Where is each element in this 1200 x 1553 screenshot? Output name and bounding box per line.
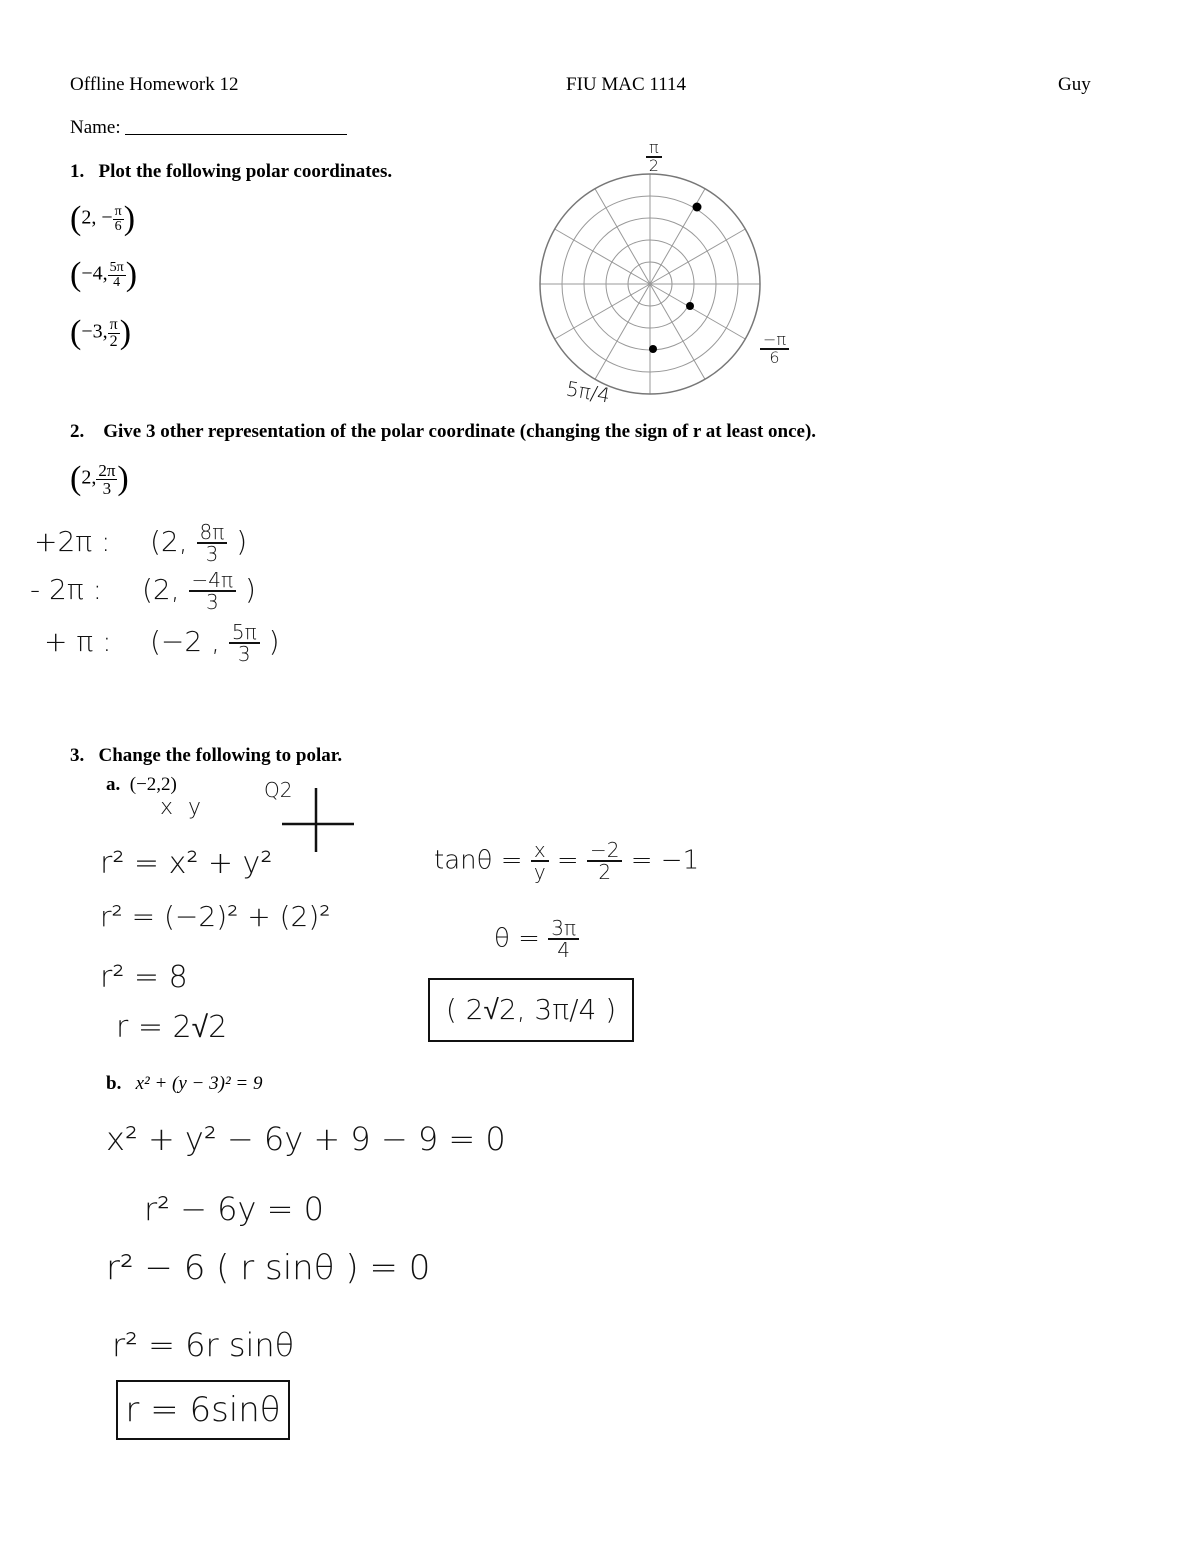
q1-number: 1. [70, 161, 85, 182]
header-left: Offline Homework 12 [70, 74, 239, 95]
q3b-step-2: r² − 6y = 0 [144, 1190, 324, 1228]
q3a-final-answer: ( 2√2, 3π/4 ) [428, 978, 634, 1042]
plot-point [649, 345, 657, 353]
grid-spoke [555, 284, 650, 339]
q2-given: (2, $\frac{2\pi}{3}$ ) [70, 460, 129, 498]
q3b-final-answer: r = 6sinθ [116, 1380, 290, 1440]
q2-answer-3: + π : (−2 , $\frac{5\pi}{3}$ ) [44, 620, 280, 666]
q3a-step-2: r² = (−2)² + (2)² [100, 900, 331, 933]
grid-spoke [650, 284, 705, 379]
q3-heading [70, 745, 342, 767]
name-label: Name: [70, 117, 121, 138]
q1-prompt: Plot the following polar coordinates. [98, 161, 393, 182]
q1-point-2: (−4, $\frac{5\pi}{4}$ ) [70, 256, 138, 293]
q2-answer-2: - 2π : (2, $\frac{-4\pi}{3}$ ) [30, 568, 256, 614]
q2-prompt: Give 3 other representation of the polar coordinate (changing the sign of r at least once). [103, 421, 817, 442]
q3b-step-4: r² = 6r sinθ [112, 1326, 295, 1364]
q1-point-1: (2, − $\frac{\pi}{6}$ ) [70, 200, 136, 237]
q2-heading [70, 421, 816, 443]
q3-number: 3. [70, 745, 85, 766]
q3b-step-1: x² + y² − 6y + 9 − 9 = 0 [106, 1120, 506, 1158]
name-field[interactable] [70, 117, 347, 139]
label-neg-pi-over-6: $\frac{-\pi}{6}$ [760, 332, 789, 366]
quadrant-sketch [280, 786, 360, 856]
q3a-step-1: r² = x² + y² [100, 846, 273, 881]
q3a-step-4: r = 2√2 [116, 1010, 228, 1045]
header-center: FIU MAC 1114 [566, 74, 686, 95]
plot-point [686, 302, 694, 310]
q3a-step-3: r² = 8 [100, 960, 188, 995]
grid-spoke [595, 284, 650, 379]
grid-spoke [555, 229, 650, 284]
q3a-xy-note: x y [160, 795, 206, 820]
header-right: Guy [1058, 74, 1091, 95]
q1-point-3: (−3, $\frac{\pi}{2}$ ) [70, 314, 132, 351]
q2-number: 2. [70, 421, 85, 442]
q3-prompt: Change the following to polar. [98, 745, 343, 766]
q3a-problem: a. (−2,2) [106, 774, 177, 795]
q3a-tan-work: tanθ = $\frac{x}{y}$ = $\frac{-2}{2}$ = −1 [434, 838, 700, 884]
q3b-step-3: r² − 6 ( r sinθ ) = 0 [106, 1248, 431, 1288]
grid-spoke [650, 284, 745, 339]
q2-answer-1: +2π : (2, $\frac{8\pi}{3}$ ) [34, 520, 248, 566]
grid-spoke [650, 229, 745, 284]
q3a-theta-work: θ = $\frac{3\pi}{4}$ [494, 918, 579, 960]
q3a-quadrant-note: Q2 [264, 778, 293, 802]
grid-spoke [595, 189, 650, 284]
plot-point [693, 203, 702, 212]
name-blank [125, 134, 347, 135]
q3b-problem: b. x² + (y − 3)² = 9 [106, 1073, 263, 1094]
label-pi-over-2: $\frac{\pi}{2}$ [646, 140, 662, 174]
label-5pi-over-4: 5π/4 [564, 376, 612, 408]
q1-heading [70, 161, 392, 183]
